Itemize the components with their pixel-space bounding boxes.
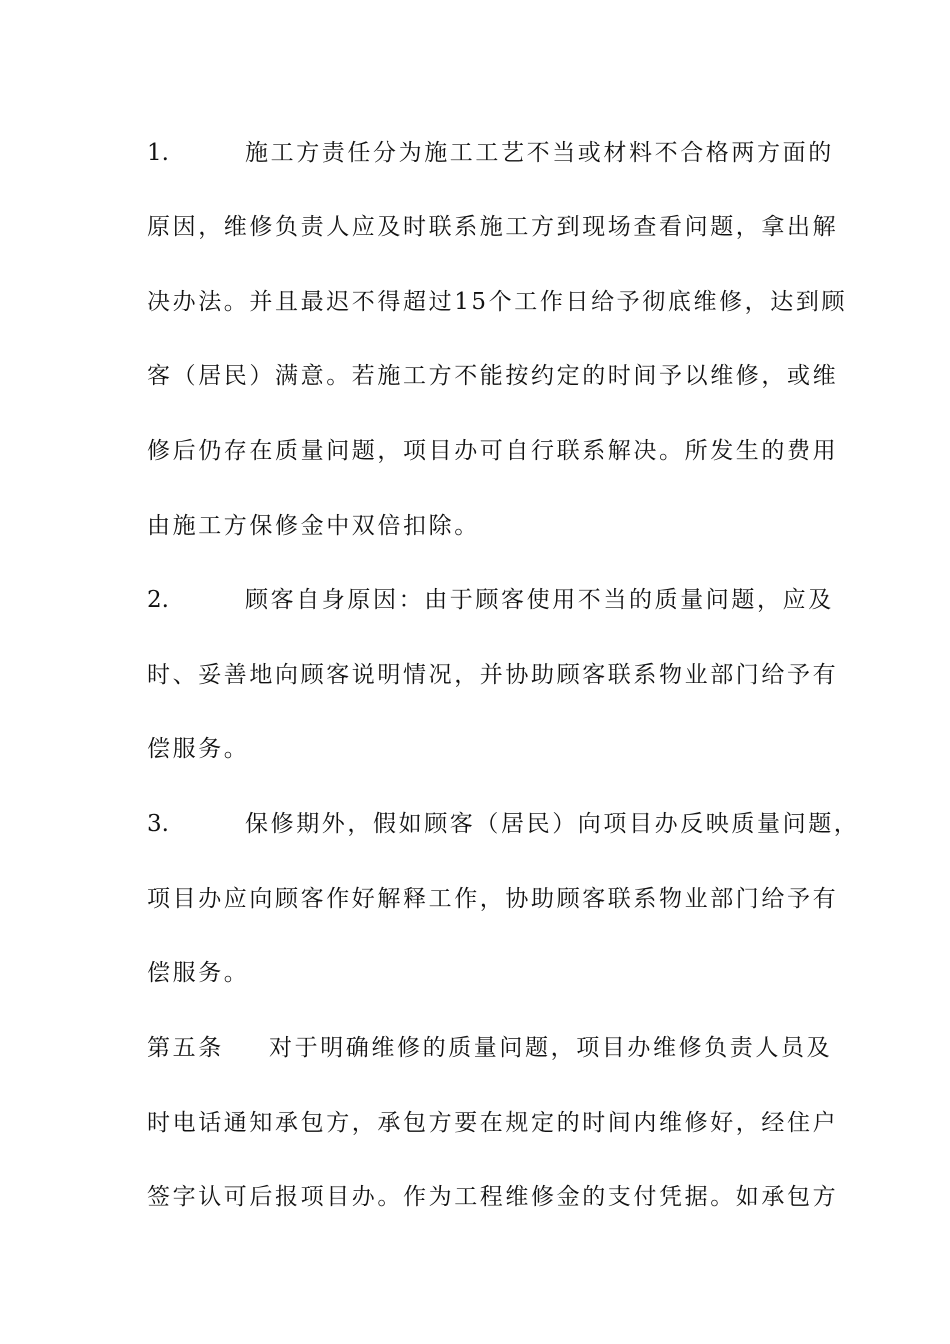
line-text: 原因，维修负责人应及时联系施工方到现场查看问题，拿出解 <box>147 214 839 240</box>
line-text: 偿服务。 <box>147 960 250 986</box>
article-number: 第五条 <box>147 1035 224 1061</box>
line-text: 施工方责任分为施工工艺不当或材料不合格两方面的 <box>245 140 834 166</box>
text-line <box>147 282 848 322</box>
text-line <box>147 953 827 993</box>
text-line <box>147 879 839 919</box>
text-line <box>147 1028 833 1068</box>
line-text: 由施工方保修金中双倍扣除。 <box>147 513 480 539</box>
text-line <box>147 133 834 173</box>
text-line <box>147 356 839 396</box>
text-line <box>147 431 839 471</box>
text-line <box>147 1177 839 1217</box>
text-line <box>147 207 839 247</box>
line-text: 对于明确维修的质量问题，项目办维修负责人员及 <box>269 1035 833 1061</box>
line-text: 决办法。并且最迟不得超过15个工作日给予彻底维修，达到顾 <box>147 289 848 315</box>
text-line <box>147 655 839 695</box>
line-text: 客（居民）满意。若施工方不能按约定的时间予以维修，或维 <box>147 363 839 389</box>
list-number: 3. <box>147 811 169 837</box>
list-number: 2. <box>147 587 169 613</box>
line-text: 签字认可后报项目办。作为工程维修金的支付凭据。如承包方 <box>147 1184 839 1210</box>
line-text: 修后仍存在质量问题，项目办可自行联系解决。所发生的费用 <box>147 438 839 464</box>
list-number: 1. <box>147 140 169 166</box>
line-text: 时、妥善地向顾客说明情况，并协助顾客联系物业部门给予有 <box>147 662 839 688</box>
text-line <box>147 804 860 844</box>
line-text: 时电话通知承包方，承包方要在规定的时间内维修好，经住户 <box>147 1110 839 1136</box>
text-line <box>147 729 827 769</box>
line-text: 保修期外，假如顾客（居民）向项目办反映质量问题， <box>245 811 860 837</box>
line-text: 顾客自身原因：由于顾客使用不当的质量问题，应及 <box>245 587 834 613</box>
text-line <box>147 506 827 546</box>
text-line <box>147 1103 839 1143</box>
line-text: 偿服务。 <box>147 736 250 762</box>
line-text: 项目办应向顾客作好解释工作，协助顾客联系物业部门给予有 <box>147 886 839 912</box>
text-line <box>147 580 834 620</box>
